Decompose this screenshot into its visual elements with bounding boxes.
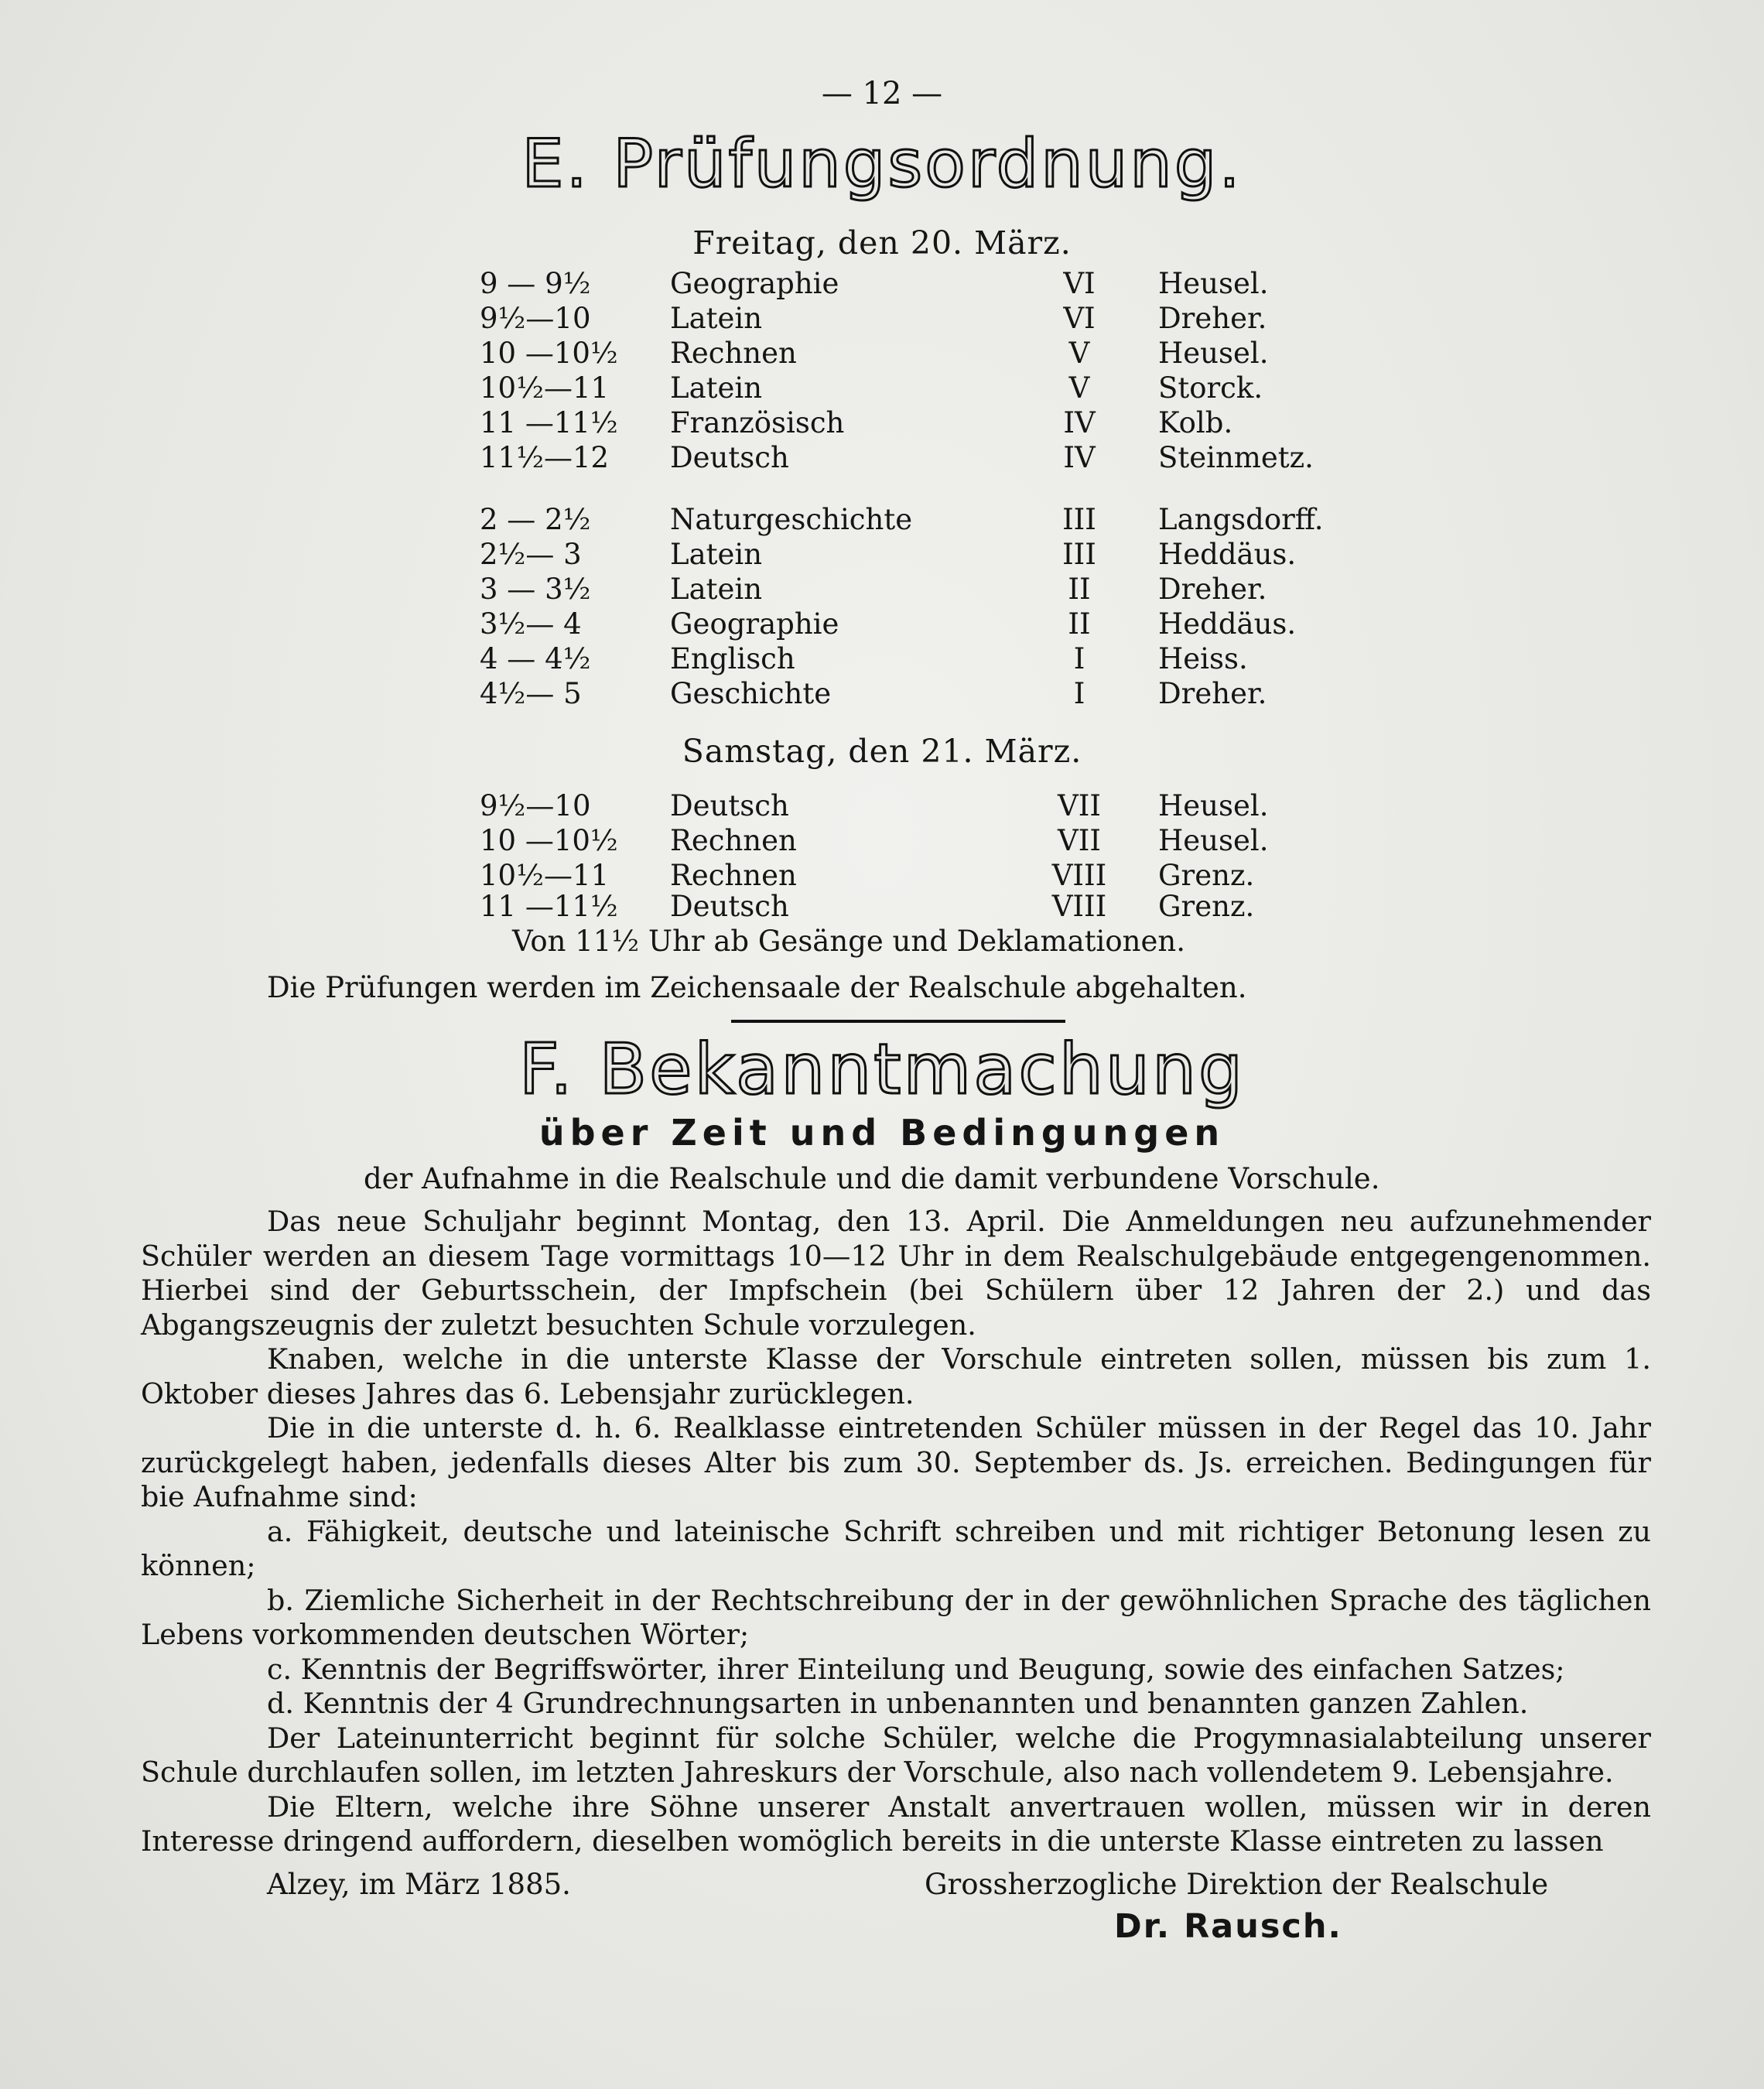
- section-divider: [731, 1020, 1065, 1023]
- time-cell: 9½—10: [480, 302, 591, 335]
- subject-cell: Deutsch: [670, 441, 789, 474]
- time-cell: 11½—12: [480, 441, 610, 474]
- subject-cell: Rechnen: [670, 824, 797, 857]
- class-cell: V: [1068, 337, 1090, 370]
- teacher-cell: Kolb.: [1158, 406, 1233, 439]
- teacher-cell: Heddäus.: [1158, 538, 1297, 571]
- time-cell: 10 —10½: [480, 824, 618, 857]
- class-cell: VII: [1058, 789, 1101, 822]
- directorate: Grossherzogliche Direktion der Realschule: [925, 1868, 1549, 1901]
- subject-cell: Geographie: [670, 267, 839, 300]
- teacher-cell: Langsdorff.: [1158, 503, 1324, 536]
- teacher-cell: Heusel.: [1158, 267, 1269, 300]
- class-cell: VIII: [1051, 859, 1107, 892]
- paragraph-registration: Das neue Schuljahr beginnt Montag, den 13. April. Die Anmeldungen neu aufzunehmender Schüler werden an diesem Tage vormittags 10—12 Uhr in dem Realschulgebäude entgegengenommen. Hierbei sind der Geburtsschein, der Impfschein (bei Schülern über 12 Jahren der 2.) und das Abgangszeugnis der zuletzt besuchten Schule vorzulegen.: [141, 1205, 1651, 1342]
- paragraph-parents: Die Eltern, welche ihre Söhne unserer Anstalt anvertrauen wollen, müssen wir in deren Interesse dringend auffordern, dieselben womöglich bereits in die unterste Klasse eintreten zu lassen: [141, 1790, 1651, 1858]
- day-heading-saturday: Samstag, den 21. März.: [682, 733, 1082, 770]
- section-f-title: F. Bekanntmachung: [518, 1029, 1246, 1110]
- subject-cell: Latein: [670, 538, 763, 571]
- teacher-cell: Grenz.: [1158, 859, 1255, 892]
- teacher-cell: Dreher.: [1158, 573, 1267, 606]
- subject-cell: Latein: [670, 573, 763, 606]
- subject-cell: Französisch: [670, 406, 845, 439]
- class-cell: III: [1062, 503, 1096, 536]
- subject-cell: Englisch: [670, 642, 795, 675]
- class-cell: II: [1068, 607, 1091, 641]
- place-date: Alzey, im März 1885.: [267, 1868, 571, 1901]
- time-cell: 3 — 3½: [480, 573, 591, 606]
- time-cell: 4 — 4½: [480, 642, 591, 675]
- class-cell: III: [1062, 538, 1096, 571]
- teacher-cell: Dreher.: [1158, 302, 1267, 335]
- teacher-cell: Heusel.: [1158, 789, 1269, 822]
- class-cell: VII: [1058, 824, 1101, 857]
- time-cell: 11 —11½: [480, 406, 618, 439]
- subject-cell: Deutsch: [670, 890, 789, 923]
- subject-cell: Geographie: [670, 607, 839, 641]
- class-cell: V: [1068, 371, 1090, 405]
- subject-cell: Naturgeschichte: [670, 503, 913, 536]
- announcement-body: [141, 1205, 1651, 1859]
- condition-a: a. Fähigkeit, deutsche und lateinische Schrift schreiben und mit richtiger Betonung lesen zu können;: [141, 1514, 1651, 1582]
- condition-b: b. Ziemliche Sicherheit in der Rechtschreibung der in der gewöhnlichen Sprache des täglichen Lebens vorkommenden deutschen Wörter;: [141, 1583, 1651, 1651]
- class-cell: IV: [1063, 441, 1096, 474]
- time-cell: 10½—11: [480, 859, 610, 892]
- teacher-cell: Storck.: [1158, 371, 1263, 405]
- class-cell: VIII: [1051, 890, 1107, 923]
- condition-d: d. Kenntnis der 4 Grundrechnungsarten in unbenannten und benannten ganzen Zahlen.: [267, 1687, 1529, 1720]
- section-f-subtitle: über Zeit und Bedingungen: [538, 1112, 1226, 1154]
- paragraph-realklasse-age: Die in die unterste d. h. 6. Realklasse eintretenden Schüler müssen in der Regel das 10. Jahr zurückgelegt haben, jedenfalls dieses Alter bis zum 30. September ds. Js. erreichen. Bedingungen für bie Aufnahme sind:: [141, 1411, 1651, 1513]
- subject-cell: Latein: [670, 371, 763, 405]
- page-number: — 12 —: [821, 76, 943, 111]
- time-cell: 10½—11: [480, 371, 610, 405]
- subject-cell: Deutsch: [670, 789, 789, 822]
- teacher-cell: Grenz.: [1158, 890, 1255, 923]
- teacher-cell: Heusel.: [1158, 824, 1269, 857]
- time-cell: 3½— 4: [480, 607, 582, 641]
- condition-c: c. Kenntnis der Begriffswörter, ihrer Einteilung und Beugung, sowie des einfachen Satzes;: [267, 1652, 1565, 1686]
- class-cell: II: [1068, 573, 1091, 606]
- teacher-cell: Heusel.: [1158, 337, 1269, 370]
- section-e-title: E. Prüfungsordnung.: [521, 125, 1243, 203]
- class-cell: I: [1073, 642, 1085, 675]
- signer-name: Dr. Rausch.: [1114, 1907, 1342, 1946]
- subject-cell: Rechnen: [670, 337, 797, 370]
- time-cell: 11 —11½: [480, 890, 618, 923]
- teacher-cell: Steinmetz.: [1158, 441, 1314, 474]
- class-cell: VI: [1063, 302, 1096, 335]
- teacher-cell: Heddäus.: [1158, 607, 1297, 641]
- paragraph-vorschule-age: Knaben, welche in die unterste Klasse der Vorschule eintreten sollen, müssen bis zum 1. Oktober dieses Jahres das 6. Lebensjahr zurücklegen.: [141, 1342, 1651, 1410]
- class-cell: IV: [1063, 406, 1096, 439]
- teacher-cell: Heiss.: [1158, 642, 1248, 675]
- time-cell: 9½—10: [480, 789, 591, 822]
- time-cell: 9 — 9½: [480, 267, 591, 300]
- day-heading-friday: Freitag, den 20. März.: [692, 224, 1072, 262]
- subject-cell: Rechnen: [670, 859, 797, 892]
- class-cell: I: [1073, 677, 1085, 710]
- subject-cell: Latein: [670, 302, 763, 335]
- exam-location-note: Die Prüfungen werden im Zeichensaale der Realschule abgehalten.: [267, 971, 1247, 1004]
- time-cell: 4½— 5: [480, 677, 582, 710]
- teacher-cell: Dreher.: [1158, 677, 1267, 710]
- paragraph-latin: Der Lateinunterricht beginnt für solche Schüler, welche die Progymnasialabteilung unserer Schule durchlaufen sollen, im letzten Jahreskurs der Vorschule, also nach vollendetem 9. Lebensjahre.: [141, 1721, 1651, 1789]
- time-cell: 2½— 3: [480, 538, 582, 571]
- class-cell: VI: [1063, 267, 1096, 300]
- subject-cell: Geschichte: [670, 677, 832, 710]
- song-note: Von 11½ Uhr ab Gesänge und Deklamationen.: [512, 925, 1185, 958]
- time-cell: 10 —10½: [480, 337, 618, 370]
- section-f-subtitle-2: der Aufnahme in die Realschule und die damit verbundene Vorschule.: [364, 1162, 1380, 1195]
- time-cell: 2 — 2½: [480, 503, 591, 536]
